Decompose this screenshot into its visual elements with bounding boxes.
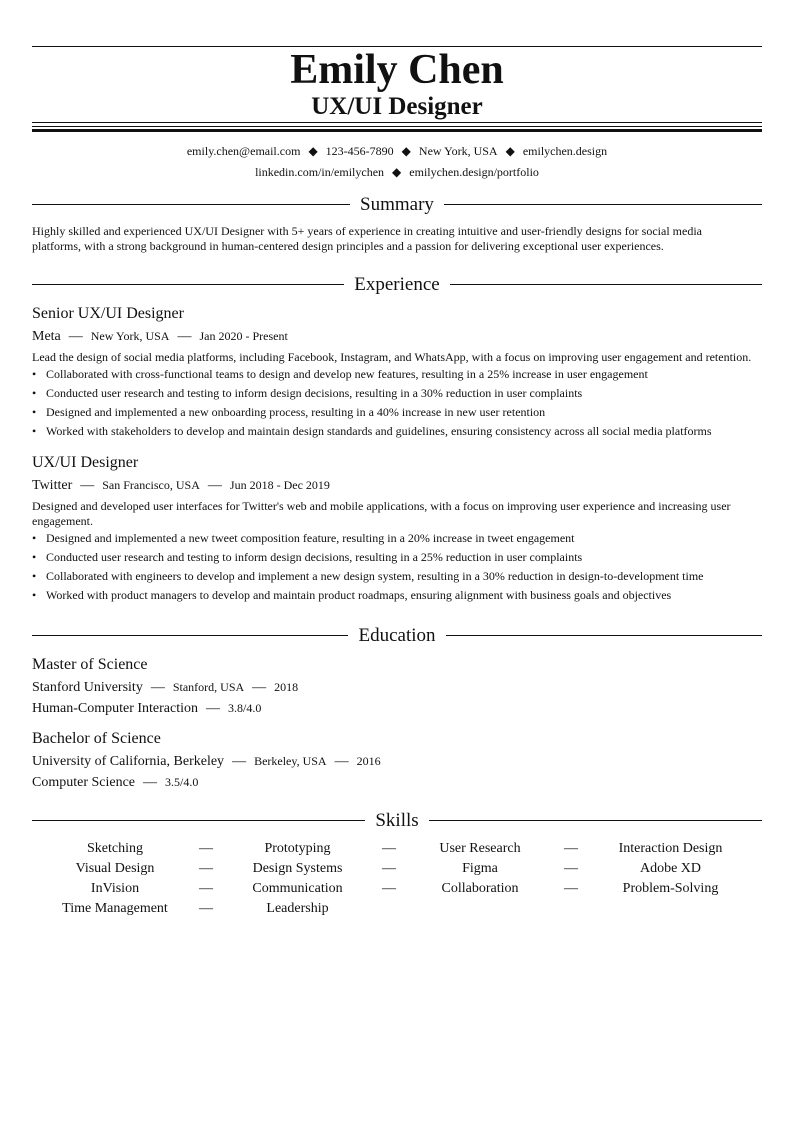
diamond-icon: ◆ (401, 144, 411, 158)
skills-heading (32, 809, 762, 833)
portfolio-link[interactable]: emilychen.design/portfolio (409, 165, 539, 179)
contact-line-2 (32, 164, 762, 180)
summary-text: Highly skilled and experienced UX/UI Designer with 5+ years of experience in creating intuitive and user-friendly designs for social media platforms, with a strong background in human-centered design principles and a passion for delivering exceptional user experiences. (32, 224, 702, 253)
list-item: • Conducted user research and testing to inform design decisions, resulting in a 30% reduction in user complaints (32, 386, 583, 400)
skill-item: Visual Design (75, 861, 155, 876)
school-name: Stanford University (32, 680, 143, 695)
skill-item: Sketching (87, 841, 143, 856)
bullet-icon: • (32, 531, 37, 545)
skill-item: InVision (90, 881, 140, 896)
phone-number: 123-456-7890 (325, 144, 394, 158)
skill-separator: — (382, 861, 396, 876)
skill-separator: — (564, 861, 578, 876)
skill-row (32, 879, 762, 899)
school-name: University of California, Berkeley (32, 754, 225, 769)
field-of-study: Human-Computer Interaction (32, 701, 199, 716)
skill-item: Adobe XD (639, 861, 702, 876)
list-item: • Designed and implemented a new tweet composition feature, resulting in a 20% increase in tweet engagement (32, 531, 575, 545)
job-meta: Twitter — San Francisco, USA — Jun 2018 - Dec 2019 (32, 478, 330, 493)
bullet-icon: • (32, 550, 37, 564)
skill-row (32, 859, 762, 879)
skill-separator: — (199, 881, 213, 896)
school-location: Berkeley, USA (254, 754, 327, 768)
experience-heading-label: Experience (344, 274, 449, 295)
school-location: Stanford, USA (172, 680, 245, 694)
school-line: Stanford University — Stanford, USA — 2018 (32, 680, 299, 695)
diamond-icon: ◆ (308, 144, 318, 158)
job-description: Designed and developed user interfaces for Twitter's web and mobile applications, with a focus on improving user experience and increasing user engagement. (32, 499, 731, 528)
skill-separator: — (564, 841, 578, 856)
list-item: • Conducted user research and testing to inform design decisions, resulting in a 25% reduction in user complaints (32, 550, 583, 564)
skill-item: Collaboration (441, 881, 519, 896)
skill-separator: — (199, 841, 213, 856)
job-location: San Francisco, USA (102, 478, 200, 492)
skill-separator: — (564, 881, 578, 896)
skill-item: Design Systems (252, 861, 343, 876)
job-location: New York, USA (90, 329, 170, 343)
diamond-icon: ◆ (505, 144, 515, 158)
bullet-icon: • (32, 405, 37, 419)
education-heading-label: Education (348, 625, 445, 646)
bullet-icon: • (32, 588, 37, 602)
list-item: • Collaborated with cross-functional teams to design and develop new features, resulting in a 25% increase in user engagement (32, 367, 648, 381)
job-meta: Meta — New York, USA — Jan 2020 - Present (32, 329, 288, 344)
degree: Master of Science (32, 656, 148, 673)
skill-item: Figma (462, 861, 498, 876)
job-dates: Jun 2018 - Dec 2019 (229, 478, 330, 492)
job-description: Lead the design of social media platforms, including Facebook, Instagram, and WhatsApp, with a focus on improving user engagement and retention. (32, 350, 752, 364)
job-bullets (32, 531, 762, 603)
skill-separator: — (382, 881, 396, 896)
skills-grid (32, 839, 762, 919)
company-name: Meta (32, 329, 61, 344)
job-entry (32, 304, 762, 443)
education-heading (32, 624, 762, 648)
graduation-year: 2018 (274, 680, 299, 694)
diamond-icon: ◆ (392, 165, 402, 179)
field-line: Human-Computer Interaction — 3.8/4.0 (32, 701, 262, 716)
contact-line-1 (32, 143, 762, 159)
bullet-icon: • (32, 367, 37, 381)
skill-item: User Research (439, 841, 521, 856)
job-title: Senior UX/UI Designer (32, 305, 184, 322)
header-double-rule (32, 122, 762, 133)
job-dates: Jan 2020 - Present (199, 329, 288, 343)
bullet-icon: • (32, 569, 37, 583)
degree: Bachelor of Science (32, 730, 161, 747)
school-line: University of California, Berkeley — Berkeley, USA — 2016 (32, 754, 381, 769)
skill-separator: — (382, 841, 396, 856)
list-item: • Designed and implemented a new onboarding process, resulting in a 40% increase in new user retention (32, 405, 546, 419)
gpa: 3.5/4.0 (165, 775, 199, 789)
education-entry (32, 729, 762, 793)
skill-item: Prototyping (264, 841, 331, 856)
location: New York, USA (418, 144, 498, 158)
list-item: • Collaborated with engineers to develop and implement a new design system, resulting in a 30% reduction in design-to-development time (32, 569, 704, 583)
graduation-year: 2016 (356, 754, 381, 768)
summary-heading (32, 193, 762, 217)
email-link[interactable]: emily.chen@email.com (186, 144, 301, 158)
website-link[interactable]: emilychen.design (522, 144, 608, 158)
skill-item: Communication (252, 881, 343, 896)
skill-separator: — (199, 901, 213, 916)
company-name: Twitter (32, 478, 73, 493)
list-item: • Worked with stakeholders to develop and maintain design standards and guidelines, ensuring consistency across all social media platforms (32, 424, 712, 438)
bullet-icon: • (32, 424, 37, 438)
candidate-name: Emily Chen (290, 47, 504, 93)
experience-heading (32, 273, 762, 297)
skill-separator: — (199, 861, 213, 876)
bullet-icon: • (32, 386, 37, 400)
education-entry (32, 655, 762, 719)
job-title: UX/UI Designer (32, 454, 139, 471)
field-line: Computer Science — 3.5/4.0 (32, 775, 199, 790)
skill-row (32, 839, 762, 859)
skill-item: Time Management (62, 901, 168, 916)
summary-heading-label: Summary (350, 194, 444, 215)
skill-row (32, 899, 762, 919)
skill-item: Interaction Design (618, 841, 723, 856)
candidate-title: UX/UI Designer (311, 93, 483, 120)
job-bullets (32, 367, 762, 439)
skill-item: Problem-Solving (622, 881, 719, 896)
job-entry (32, 453, 762, 607)
linkedin-link[interactable]: linkedin.com/in/emilychen (255, 165, 385, 179)
gpa: 3.8/4.0 (228, 701, 262, 715)
skills-heading-label: Skills (365, 810, 428, 831)
list-item: • Worked with product managers to develop and maintain product roadmaps, ensuring alignment with business goals and objectives (32, 588, 672, 602)
skill-item: Leadership (266, 901, 329, 916)
field-of-study: Computer Science (32, 775, 136, 790)
